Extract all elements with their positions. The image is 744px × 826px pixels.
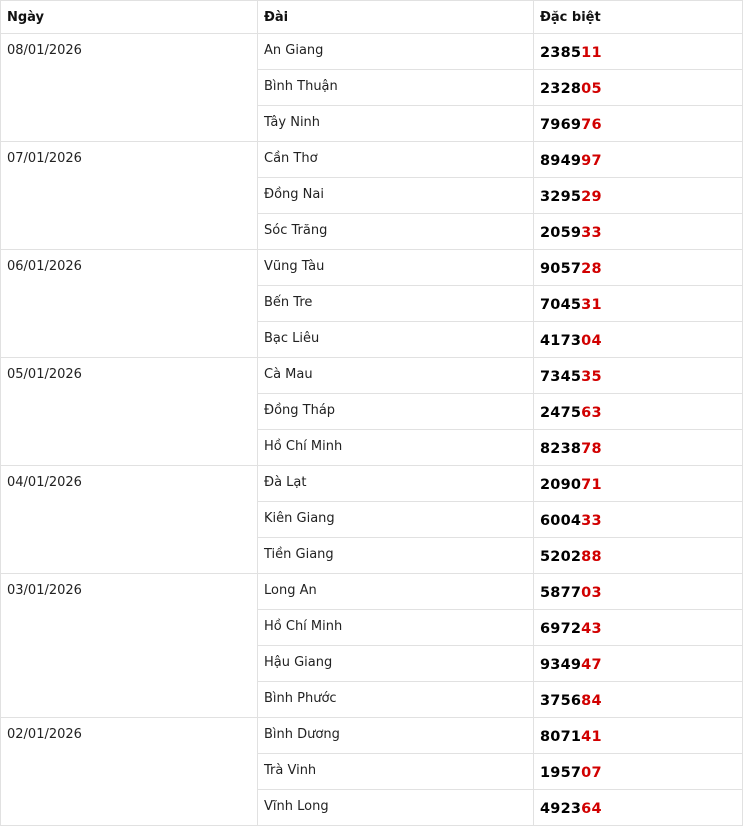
table-row bbox=[1, 574, 743, 610]
special-prize-last-two-digits: 04 bbox=[581, 332, 602, 349]
station-link[interactable]: Cà Mau bbox=[258, 358, 534, 394]
station-link[interactable]: Vũng Tàu bbox=[258, 250, 534, 286]
table-row bbox=[1, 466, 743, 502]
special-prize-cell bbox=[534, 142, 743, 178]
special-prize-last-two-digits: 03 bbox=[581, 584, 602, 601]
station-link[interactable]: Cần Thơ bbox=[258, 142, 534, 178]
special-prize-last-two-digits: 71 bbox=[581, 476, 602, 493]
station-link[interactable]: Hậu Giang bbox=[258, 646, 534, 682]
station-link[interactable]: Bình Dương bbox=[258, 718, 534, 754]
special-prize-last-two-digits: 07 bbox=[581, 764, 602, 781]
special-prize-cell bbox=[534, 754, 743, 790]
table-row bbox=[1, 142, 743, 178]
station-link[interactable]: Đồng Nai bbox=[258, 178, 534, 214]
draw-date-cell: 02/01/2026 bbox=[1, 718, 258, 826]
station-link[interactable]: Bình Phước bbox=[258, 682, 534, 718]
station-link[interactable]: Trà Vinh bbox=[258, 754, 534, 790]
table-row bbox=[1, 358, 743, 394]
special-prize-last-two-digits: 28 bbox=[581, 260, 602, 277]
special-prize-leading-digits: 7345 bbox=[540, 368, 582, 385]
station-link[interactable]: Kiên Giang bbox=[258, 502, 534, 538]
special-prize-last-two-digits: 76 bbox=[581, 116, 602, 133]
special-prize-leading-digits: 7045 bbox=[540, 296, 582, 313]
special-prize-last-two-digits: 33 bbox=[581, 224, 602, 241]
table-row bbox=[1, 34, 743, 70]
special-prize-cell bbox=[534, 178, 743, 214]
special-prize-cell bbox=[534, 214, 743, 250]
special-prize-leading-digits: 8238 bbox=[540, 440, 582, 457]
special-prize-leading-digits: 2475 bbox=[540, 404, 582, 421]
station-link[interactable]: Hồ Chí Minh bbox=[258, 430, 534, 466]
special-prize-cell bbox=[534, 466, 743, 502]
special-prize-last-two-digits: 97 bbox=[581, 152, 602, 169]
special-prize-leading-digits: 6004 bbox=[540, 512, 582, 529]
special-prize-leading-digits: 9349 bbox=[540, 656, 582, 673]
special-prize-leading-digits: 9057 bbox=[540, 260, 582, 277]
special-prize-cell bbox=[534, 358, 743, 394]
special-prize-cell bbox=[534, 286, 743, 322]
special-prize-last-two-digits: 47 bbox=[581, 656, 602, 673]
special-prize-cell bbox=[534, 682, 743, 718]
draw-date-cell: 03/01/2026 bbox=[1, 574, 258, 718]
station-link[interactable]: Đà Lạt bbox=[258, 466, 534, 502]
special-prize-cell bbox=[534, 574, 743, 610]
special-prize-leading-digits: 5202 bbox=[540, 548, 582, 565]
header-station: Đài bbox=[258, 1, 534, 34]
special-prize-cell bbox=[534, 538, 743, 574]
special-prize-last-two-digits: 88 bbox=[581, 548, 602, 565]
table-body bbox=[1, 34, 743, 826]
special-prize-leading-digits: 8949 bbox=[540, 152, 582, 169]
special-prize-leading-digits: 2385 bbox=[540, 44, 582, 61]
special-prize-leading-digits: 4923 bbox=[540, 800, 582, 817]
special-prize-cell bbox=[534, 430, 743, 466]
special-prize-leading-digits: 1957 bbox=[540, 764, 582, 781]
draw-date-cell: 05/01/2026 bbox=[1, 358, 258, 466]
special-prize-last-two-digits: 63 bbox=[581, 404, 602, 421]
station-link[interactable]: Tây Ninh bbox=[258, 106, 534, 142]
special-prize-last-two-digits: 64 bbox=[581, 800, 602, 817]
special-prize-cell bbox=[534, 250, 743, 286]
special-prize-last-two-digits: 41 bbox=[581, 728, 602, 745]
draw-date-cell: 08/01/2026 bbox=[1, 34, 258, 142]
special-prize-cell bbox=[534, 322, 743, 358]
station-link[interactable]: Vĩnh Long bbox=[258, 790, 534, 826]
header-row bbox=[1, 1, 743, 34]
draw-date-cell: 07/01/2026 bbox=[1, 142, 258, 250]
special-prize-cell bbox=[534, 610, 743, 646]
special-prize-last-two-digits: 33 bbox=[581, 512, 602, 529]
special-prize-last-two-digits: 78 bbox=[581, 440, 602, 457]
special-prize-leading-digits: 5877 bbox=[540, 584, 582, 601]
header-date: Ngày bbox=[1, 1, 258, 34]
special-prize-cell bbox=[534, 790, 743, 826]
station-link[interactable]: Bình Thuận bbox=[258, 70, 534, 106]
special-prize-last-two-digits: 29 bbox=[581, 188, 602, 205]
station-link[interactable]: Bạc Liêu bbox=[258, 322, 534, 358]
special-prize-cell bbox=[534, 718, 743, 754]
special-prize-cell bbox=[534, 646, 743, 682]
special-prize-last-two-digits: 43 bbox=[581, 620, 602, 637]
special-prize-leading-digits: 3295 bbox=[540, 188, 582, 205]
draw-date-cell: 06/01/2026 bbox=[1, 250, 258, 358]
station-link[interactable]: Long An bbox=[258, 574, 534, 610]
special-prize-cell bbox=[534, 502, 743, 538]
header-special: Đặc biệt bbox=[534, 1, 743, 34]
station-link[interactable]: Tiền Giang bbox=[258, 538, 534, 574]
special-prize-last-two-digits: 11 bbox=[581, 44, 602, 61]
special-prize-leading-digits: 8071 bbox=[540, 728, 582, 745]
special-prize-cell bbox=[534, 70, 743, 106]
special-prize-leading-digits: 2328 bbox=[540, 80, 582, 97]
station-link[interactable]: An Giang bbox=[258, 34, 534, 70]
special-prize-last-two-digits: 35 bbox=[581, 368, 602, 385]
station-link[interactable]: Bến Tre bbox=[258, 286, 534, 322]
special-prize-leading-digits: 2090 bbox=[540, 476, 582, 493]
station-link[interactable]: Sóc Trăng bbox=[258, 214, 534, 250]
special-prize-leading-digits: 2059 bbox=[540, 224, 582, 241]
special-prize-last-two-digits: 05 bbox=[581, 80, 602, 97]
special-prize-last-two-digits: 31 bbox=[581, 296, 602, 313]
table-row bbox=[1, 718, 743, 754]
special-prize-leading-digits: 6972 bbox=[540, 620, 582, 637]
draw-date-cell: 04/01/2026 bbox=[1, 466, 258, 574]
special-prize-last-two-digits: 84 bbox=[581, 692, 602, 709]
station-link[interactable]: Đồng Tháp bbox=[258, 394, 534, 430]
table-header bbox=[1, 1, 743, 34]
table-row bbox=[1, 250, 743, 286]
special-prize-leading-digits: 3756 bbox=[540, 692, 582, 709]
station-link[interactable]: Hồ Chí Minh bbox=[258, 610, 534, 646]
special-prize-cell bbox=[534, 106, 743, 142]
special-prize-leading-digits: 7969 bbox=[540, 116, 582, 133]
special-prize-cell bbox=[534, 394, 743, 430]
special-prize-cell bbox=[534, 34, 743, 70]
special-prize-leading-digits: 4173 bbox=[540, 332, 582, 349]
